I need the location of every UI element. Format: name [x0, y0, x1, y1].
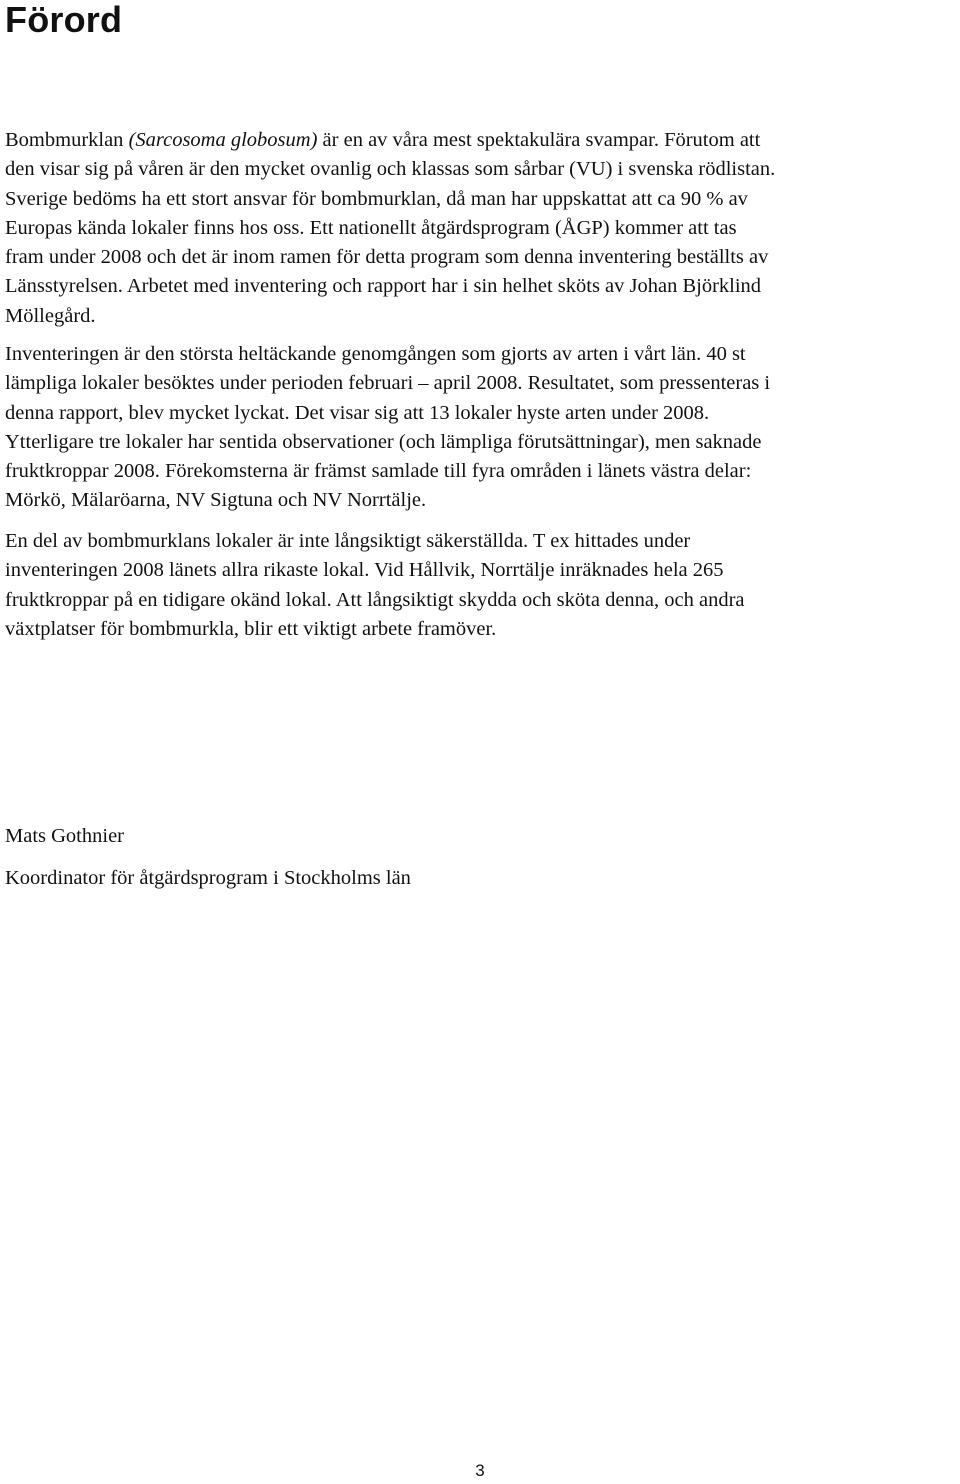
intro-paragraph	[5, 126, 955, 331]
survey-paragraph	[5, 340, 955, 516]
text-line: Ytterligare tre lokaler har sentida observationer (och lämpliga förutsättningar), men saknade	[5, 430, 762, 453]
text-line: Möllegård.	[5, 304, 96, 327]
text-line: lämpliga lokaler besöktes under perioden februari – april 2008. Resultatet, som pressenteras i	[5, 372, 771, 395]
signature-name: Mats Gothnier	[5, 825, 124, 847]
species-latin-name: (Sarcosoma globosum)	[128, 129, 318, 151]
page-number: 3	[475, 1461, 485, 1480]
text-line: En del av bombmurklans lokaler är inte långsiktigt säkerställda. T ex hittades under	[5, 530, 691, 552]
text-run: Bombmurklan	[5, 129, 129, 151]
text-line: Europas kända lokaler finns hos oss. Ett nationellt åtgärdsprogram (ÅGP) kommer att tas	[5, 216, 737, 239]
text-line: fram under 2008 och det är inom ramen för detta program som denna inventering beställts av	[5, 246, 769, 269]
text-line: växtplatser för bombmurkla, blir ett viktigt arbete framöver.	[5, 617, 497, 640]
text-line: inventeringen 2008 länets allra rikaste lokal. Vid Hållvik, Norrtälje inräknades hela 265	[5, 559, 724, 582]
text-line: Mörkö, Mälaröarna, NV Sigtuna och NV Norrtälje.	[5, 489, 427, 512]
text-line: fruktkroppar 2008. Förekomsterna är främst samlade till fyra områden i länets västra delar:	[5, 460, 752, 483]
signature-title: Koordinator för åtgärdsprogram i Stockholms län	[5, 867, 411, 889]
conservation-paragraph	[5, 527, 955, 644]
text-line: denna rapport, blev mycket lyckat. Det visar sig att 13 lokaler hyste arten under 2008.	[5, 401, 710, 424]
text-line: Inventeringen är den största heltäckande genomgången som gjorts av arten i vårt län. 40 st	[5, 343, 746, 365]
page-heading: Förord	[5, 0, 123, 40]
text-line: Länsstyrelsen. Arbetet med inventering och rapport har i sin helhet sköts av Johan Björklind	[5, 275, 762, 298]
text-line	[5, 126, 955, 155]
text-line: fruktkroppar på en tidigare okänd lokal. Att långsiktigt skydda och sköta denna, och andra	[5, 588, 745, 611]
text-line: Sverige bedöms ha ett stort ansvar för bombmurklan, då man har uppskattat att ca 90 % av	[5, 187, 748, 210]
text-line: den visar sig på våren är den mycket ovanlig och klassas som sårbar (VU) i svenska rödlistan.	[5, 158, 776, 181]
text-run: är en av våra mest spektakulära svampar. Förutom att	[317, 129, 761, 151]
